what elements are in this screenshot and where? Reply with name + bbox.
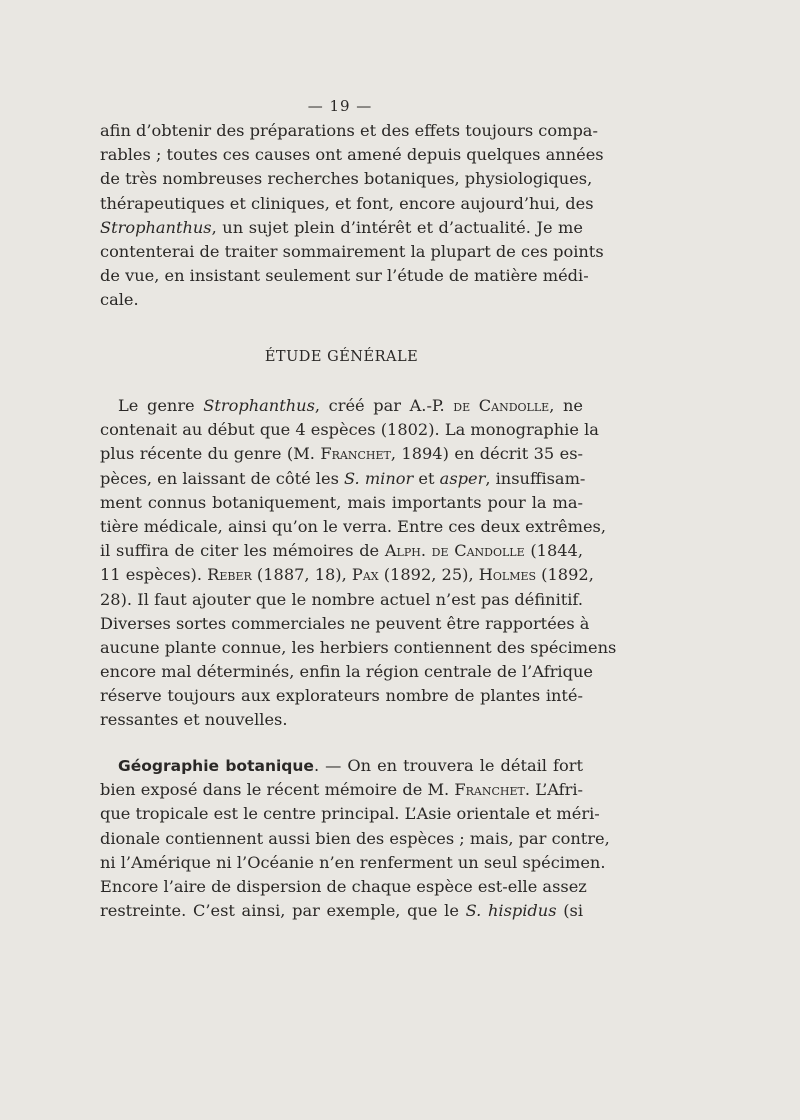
text-line — [100, 467, 586, 491]
species-name: S. minor — [344, 468, 414, 488]
text-run: et — [413, 468, 440, 488]
text-line: contenait au début que 4 espèces (1802). La monographie la — [100, 420, 599, 440]
genus-name: Strophanthus — [100, 217, 212, 237]
section-heading: ÉTUDE GÉNÉRALE — [264, 349, 419, 365]
text-run: , créé par A.-P. — [314, 396, 454, 415]
text-line: de très nombreuses recherches botaniques, physiologiques, — [100, 169, 593, 189]
text-line — [100, 216, 583, 240]
text-line: Diverses sortes commerciales ne peuvent être rapportées à — [100, 613, 590, 633]
text-run: (1892, 25), — [378, 565, 479, 585]
text-line: de vue, en insistant seulement sur l’étude de matière médi- — [100, 266, 589, 286]
text-run: , 1894) en décrit 35 es- — [390, 444, 583, 464]
text-line: ni l’Amérique ni l’Océanie n’en renferment un seul spécimen. — [100, 852, 606, 872]
text-line — [100, 899, 583, 923]
author-name: de Candolle — [453, 396, 550, 415]
text-line: cale. — [100, 290, 139, 310]
text-run: . L’Afri- — [524, 780, 583, 800]
text-run: plus récente du genre (M. — [100, 444, 321, 464]
text-line — [100, 754, 583, 778]
author-name: Reber — [207, 565, 252, 585]
author-name: Pax — [351, 565, 379, 585]
text-line: tière médicale, ainsi qu’on le verra. Entre ces deux extrêmes, — [100, 516, 607, 536]
text-line: Encore l’aire de dispersion de chaque espèce est-elle assez — [100, 876, 587, 896]
text-run: il suffira de citer les mémoires de — [100, 541, 385, 561]
text-line — [100, 442, 583, 466]
text-run: restreinte. C’est ainsi, par exemple, que le — [100, 901, 466, 921]
text-line: ressantes et nouvelles. — [100, 710, 288, 730]
text-line: aucune plante connue, les herbiers contiennent des spécimens — [100, 637, 617, 657]
text-line: afin d’obtenir des préparations et des effets toujours compa- — [100, 121, 598, 140]
text-line: contenterai de traiter sommairement la plupart de ces points — [100, 241, 604, 261]
page-number: — 19 — — [307, 97, 373, 115]
text-line — [100, 394, 583, 418]
paragraph-geographie-botanique — [100, 754, 610, 923]
genus-name: Strophanthus — [203, 396, 315, 415]
subsection-title: Géographie botanique — [118, 757, 314, 775]
text-run: bien exposé dans le récent mémoire de M. — [100, 780, 455, 800]
text-line: 28). Il faut ajouter que le nombre actuel n’est pas définitif. — [100, 589, 583, 609]
text-run: (1844, — [524, 541, 583, 561]
text-run: (si — [556, 901, 583, 921]
text-line — [100, 563, 594, 587]
text-run: pèces, en laissant de côté les — [100, 468, 345, 488]
species-name: asper — [439, 468, 486, 488]
text-run: (1887, 18), — [251, 565, 352, 585]
text-run: . — On en trouvera le détail fort — [313, 756, 583, 775]
author-name: Alph. de Candolle — [384, 541, 525, 561]
text-run: 11 espèces). — [100, 565, 208, 585]
text-line: réserve toujours aux explorateurs nombre de plantes inté- — [100, 686, 583, 706]
species-name: S. hispidus — [465, 901, 557, 921]
text-line: encore mal déterminés, enfin la région centrale de l’Afrique — [100, 662, 593, 682]
text-run: , un sujet plein d’intérêt et d’actualité. Je me — [211, 217, 583, 237]
author-name: Franchet — [454, 780, 525, 800]
text-line — [100, 539, 583, 563]
paragraph-intro — [100, 119, 604, 313]
text-run: (1892, — [536, 565, 594, 585]
text-line: thérapeutiques et cliniques, et font, encore aujourd’hui, des — [100, 193, 594, 213]
paragraph-etude-generale — [100, 394, 617, 733]
text-run: Le genre — [118, 396, 204, 415]
author-name: Franchet — [320, 444, 391, 464]
text-line: ment connus botaniquement, mais importants pour la ma- — [100, 492, 583, 512]
text-run: , insuffisam- — [485, 468, 586, 488]
text-run: , ne — [549, 396, 583, 415]
text-line: que tropicale est le centre principal. L’Asie orientale et méri- — [100, 804, 600, 824]
text-line: dionale contiennent aussi bien des espèces ; mais, par contre, — [100, 828, 610, 848]
text-line — [100, 778, 583, 802]
text-line: rables ; toutes ces causes ont amené depuis quelques années — [100, 145, 604, 165]
author-name: Holmes — [478, 565, 537, 585]
